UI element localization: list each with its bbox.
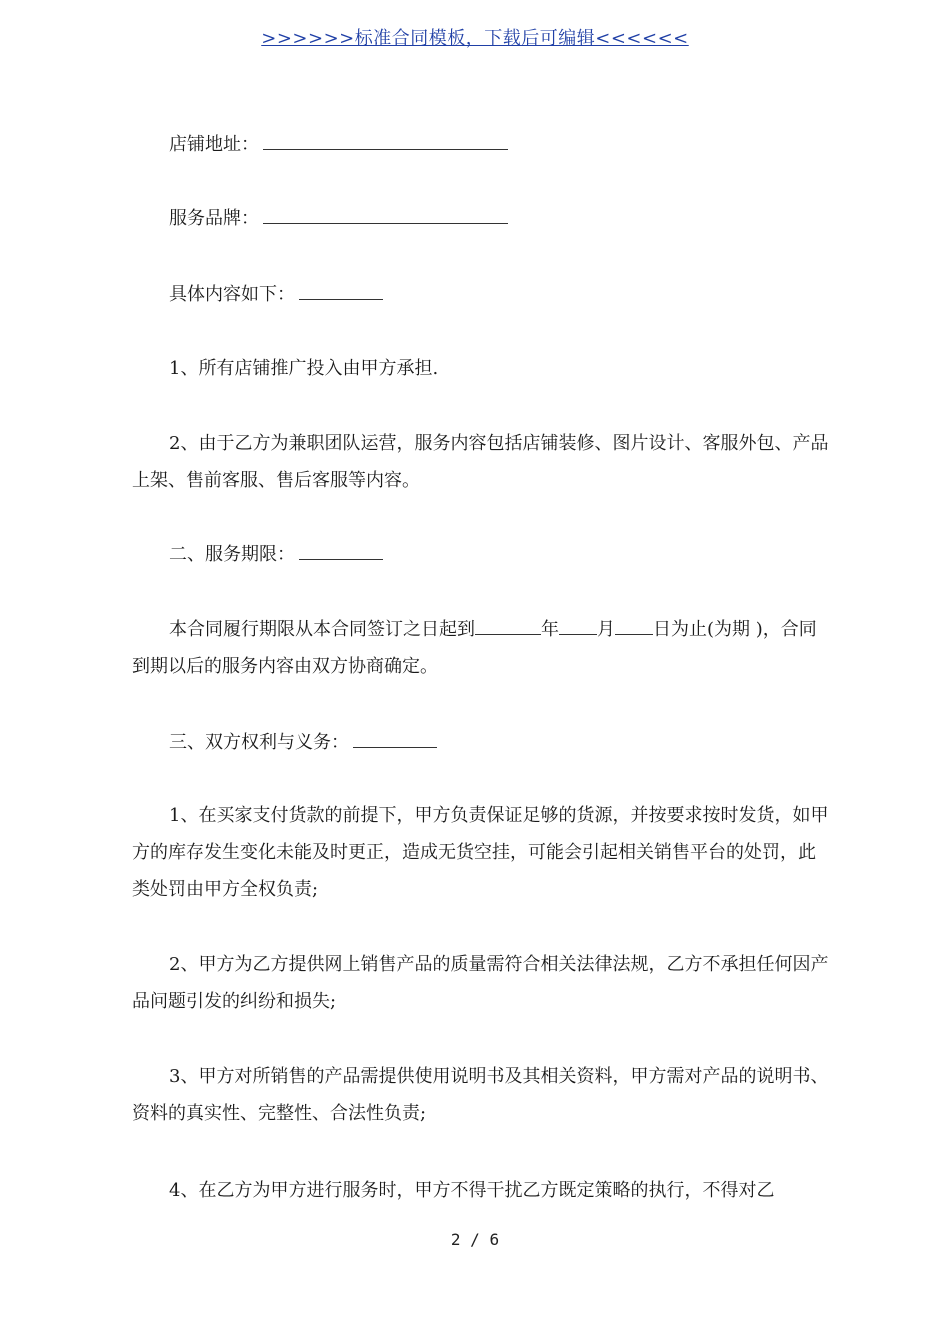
service-brand-label: 服务品牌： — [169, 208, 259, 229]
details-label: 具体内容如下： — [169, 284, 295, 305]
details-field — [132, 276, 832, 313]
service-term-blank — [299, 539, 383, 560]
term-year-label: 年 — [541, 619, 559, 640]
service-term-heading — [132, 536, 832, 573]
details-blank — [299, 279, 383, 300]
store-address-label: 店铺地址： — [169, 134, 259, 155]
term-month-label: 月 — [597, 619, 615, 640]
store-address-blank — [263, 129, 508, 150]
term-year-blank — [475, 614, 541, 635]
section1-item2: 2、由于乙方为兼职团队运营，服务内容包括店铺装修、图片设计、客服外包、产品上架、售前客服、售后客服等内容。 — [132, 433, 829, 491]
term-text-start: 本合同履行期限从本合同签订之日起到 — [169, 619, 475, 640]
service-brand-blank — [263, 203, 508, 224]
term-day-label: 日为止(为期 )， — [653, 619, 781, 640]
section3-item2: 2、甲方为乙方提供网上销售产品的质量需符合相关法律法规，乙方不承担任何因产品问题引发的纠纷和损失; — [132, 954, 829, 1012]
term-month-blank — [559, 614, 597, 635]
section3-item4: 4、在乙方为甲方进行服务时，甲方不得干扰乙方既定策略的执行，不得对乙 — [169, 1180, 775, 1201]
service-term-heading-text: 二、服务期限： — [169, 544, 295, 565]
rights-heading — [132, 724, 832, 761]
template-download-link[interactable]: >>>>>>标准合同模板，下载后可编辑<<<<<< — [261, 28, 689, 49]
store-address-field — [132, 126, 832, 163]
term-day-blank — [615, 614, 653, 635]
section3-item1: 1、在买家支付货款的前提下，甲方负责保证足够的货源，并按要求按时发货，如甲方的库存发生变化未能及时更正，造成无货空挂，可能会引起相关销售平台的处罚，此类处罚由甲方全权负责; — [132, 805, 829, 900]
rights-blank — [353, 727, 437, 748]
section1-item1: 1、所有店铺推广投入由甲方承担. — [169, 358, 439, 379]
term-text-end: 合同到期以后的服务内容由双方协商确定。 — [132, 619, 817, 677]
service-brand-field — [132, 200, 832, 237]
section3-item3: 3、甲方对所销售的产品需提供使用说明书及其相关资料，甲方需对产品的说明书、资料的真实性、完整性、合法性负责; — [132, 1066, 829, 1124]
rights-heading-text: 三、双方权利与义务： — [169, 732, 349, 753]
service-term-paragraph — [132, 611, 832, 685]
page-number: 2 / 6 — [450, 1230, 500, 1249]
